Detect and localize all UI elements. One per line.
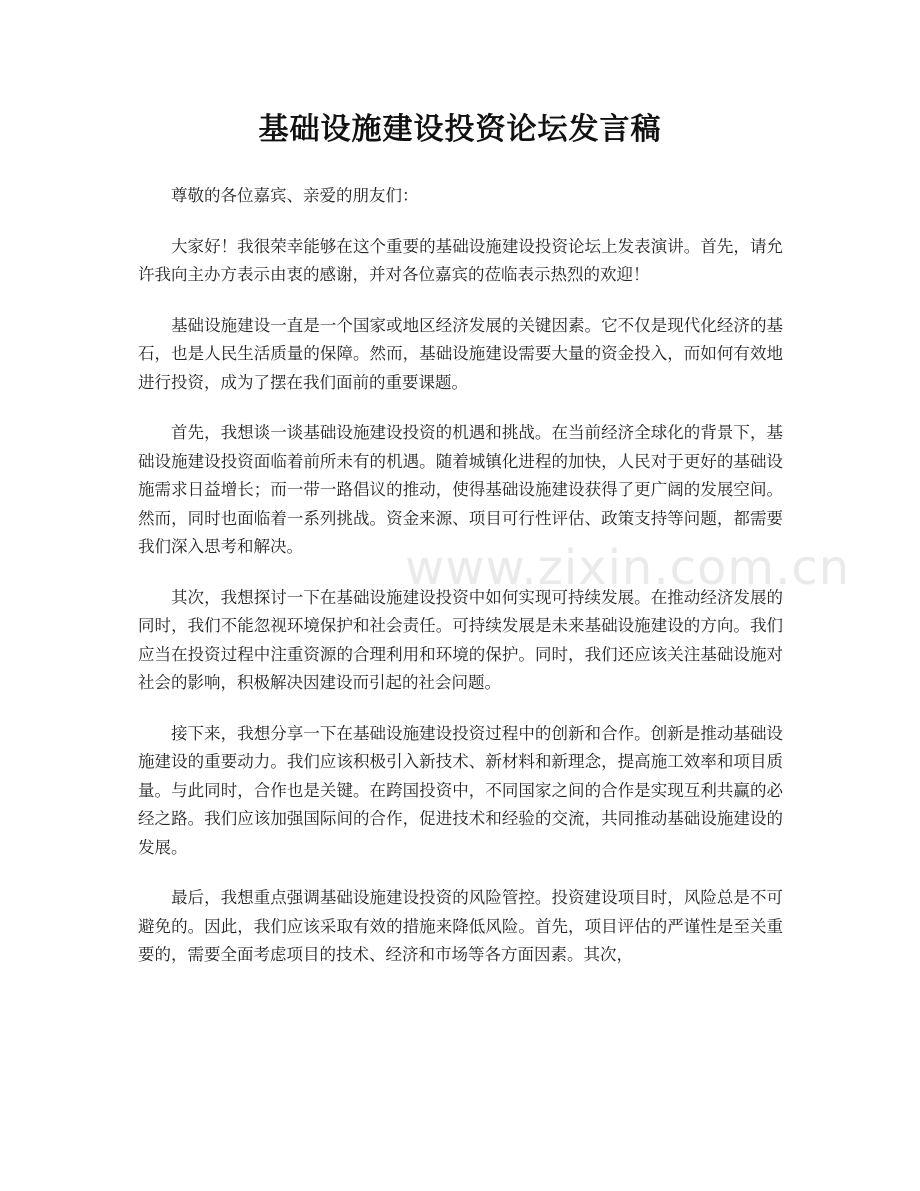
intro-paragraph: 基础设施建设一直是一个国家或地区经济发展的关键因素。它不仅是现代化经济的基石，也是人民生活质量的保障。然而，基础设施建设需要大量的资金投入，而如何有效地进行投资，成为了摆在我们面前的重要课题。	[138, 315, 783, 392]
greeting-paragraph: 大家好！我很荣幸能够在这个重要的基础设施建设投资论坛上发表演讲。首先，请允许我向主办方表示由衷的感谢，并对各位嘉宾的莅临表示热烈的欢迎！	[138, 236, 783, 284]
risk-paragraph: 最后，我想重点强调基础设施建设投资的风险管控。投资建设项目时，风险总是不可避免的。因此，我们应该采取有效的措施来降低风险。首先，项目评估的严谨性是至关重要的，需要全面考虑项目的技术、经济和市场等各方面因素。其次，	[138, 888, 783, 964]
innovation-paragraph: 接下来，我想分享一下在基础设施建设投资过程中的创新和合作。创新是推动基础设施建设的重要动力。我们应该积极引入新技术、新材料和新理念，提高施工效率和项目质量。与此同时，合作也是关键。在跨国投资中，不同国家之间的合作是实现互利共赢的必经之路。我们应该加强国际间的合作，促进技术和经验的交流，共同推动基础设施建设的发展。	[138, 723, 783, 857]
watermark-text: www.zixin.com.cn	[405, 540, 851, 596]
document-title: 基础设施建设投资论坛发言稿	[258, 112, 662, 147]
salutation-paragraph: 尊敬的各位嘉宾、亲爱的朋友们：	[171, 186, 419, 205]
document-body	[138, 182, 783, 992]
opportunities-paragraph: 首先，我想谈一谈基础设施建设投资的机遇和挑战。在当前经济全球化的背景下，基础设施建设投资面临着前所未有的机遇。随着城镇化进程的加快，人民对于更好的基础设施需求日益增长；而一带一路倡议的推动，使得基础设施建设获得了更广阔的发展空间。然而，同时也面临着一系列挑战。资金来源、项目可行性评估、政策支持等问题，都需要我们深入思考和解决。	[138, 423, 783, 556]
sustainability-paragraph: 其次，我想探讨一下在基础设施建设投资中如何实现可持续发展。在推动经济发展的同时，我们不能忽视环境保护和社会责任。可持续发展是未来基础设施建设的方向。我们应当在投资过程中注重资源的合理利用和环境的保护。同时，我们还应该关注基础设施对社会的影响，积极解决因建设而引起的社会问题。	[138, 587, 783, 692]
